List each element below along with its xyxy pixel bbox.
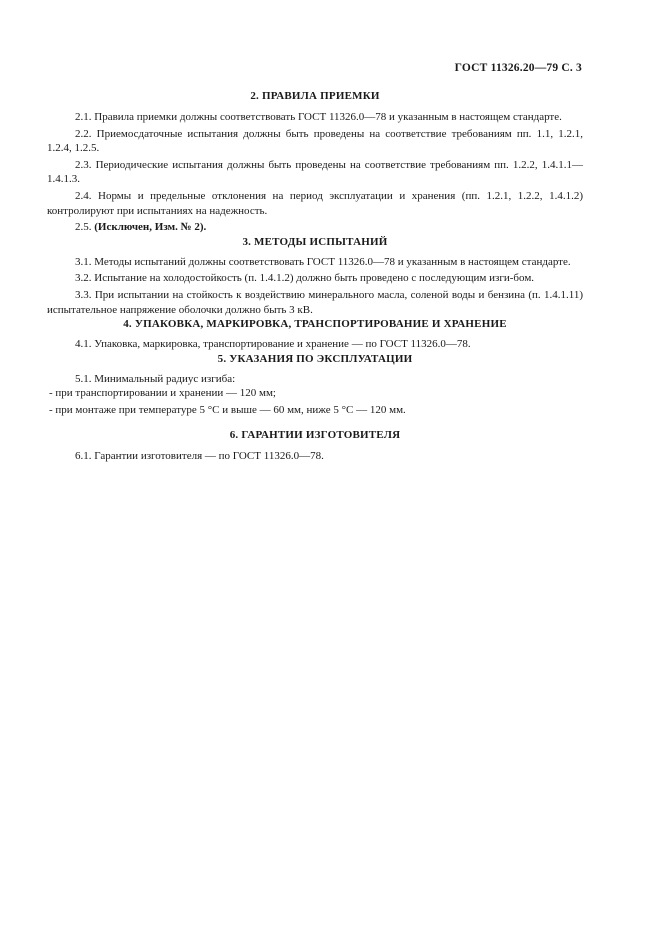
section-warranty — [47, 428, 583, 464]
paragraph-2-2: 2.2. Приемосдаточные испытания должны быть проведены на соответствие требованиям пп. 1.1, 1.2.1, 1.2.4, 1.2.5. — [47, 127, 583, 155]
section-title: 6. ГАРАНТИИ ИЗГОТОВИТЕЛЯ — [229, 428, 401, 441]
paragraph-number: 2.5. — [75, 221, 92, 234]
document-body — [47, 89, 583, 463]
paragraph-6-1: 6.1. Гарантии изготовителя — по ГОСТ 11326.0—78. — [75, 449, 324, 462]
running-header: ГОСТ 11326.20—79 С. 3 — [454, 62, 582, 74]
list-item: - при монтаже при температуре 5 °С и выше — 60 мм, ниже 5 °С — 120 мм. — [49, 403, 406, 416]
section-operation — [47, 352, 583, 418]
paragraph-2-5 — [47, 220, 583, 235]
paragraph-3-3: 3.3. При испытании на стойкость к воздействию минерального масла, соленой воды и бензина (п. 1.4.1.11) испытательное напряжение оболочки должно быть 3 кВ. — [47, 288, 583, 316]
paragraph-5-1: 5.1. Минимальный радиус изгиба: — [75, 372, 236, 385]
paragraph-3-2: 3.2. Испытание на холодостойкость (п. 1.4.1.2) должно быть проведено с последующим изги-бом. — [75, 272, 535, 285]
section-title: 2. ПРАВИЛА ПРИЕМКИ — [250, 90, 380, 102]
excluded-note: (Исключен, Изм. № 2). — [94, 221, 207, 234]
paragraph-2-3: 2.3. Периодические испытания должны быть проведены на соответствие требованиям пп. 1.2.2, 1.4.1.1—1.4.1.3. — [47, 158, 583, 186]
paragraph-2-1: 2.1. Правила приемки должны соответствовать ГОСТ 11326.0—78 и указанным в настоящем стандарте. — [75, 111, 562, 123]
paragraph-3-1: 3.1. Методы испытаний должны соответствовать ГОСТ 11326.0—78 и указанным в настоящем стандарте. — [75, 255, 571, 268]
list-item: - при транспортировании и хранении — 120 мм; — [49, 387, 276, 400]
paragraph-4-1: 4.1. Упаковка, маркировка, транспортирование и хранение — по ГОСТ 11326.0—78. — [75, 338, 471, 351]
section-title: 5. УКАЗАНИЯ ПО ЭКСПЛУАТАЦИИ — [217, 352, 413, 365]
section-packaging — [47, 317, 583, 352]
section-title: 4. УПАКОВКА, МАРКИРОВКА, ТРАНСПОРТИРОВАНИЕ И ХРАНЕНИЕ — [123, 318, 507, 331]
paragraph-2-4: 2.4. Нормы и предельные отклонения на период эксплуатации и хранения (пп. 1.2.1, 1.2.2, 1.4.1.2) контролируют при испытаниях на надежность. — [47, 189, 583, 217]
section-test-methods — [47, 235, 583, 317]
section-acceptance-rules — [47, 89, 583, 235]
section-title: 3. МЕТОДЫ ИСПЫТАНИЙ — [242, 235, 388, 248]
